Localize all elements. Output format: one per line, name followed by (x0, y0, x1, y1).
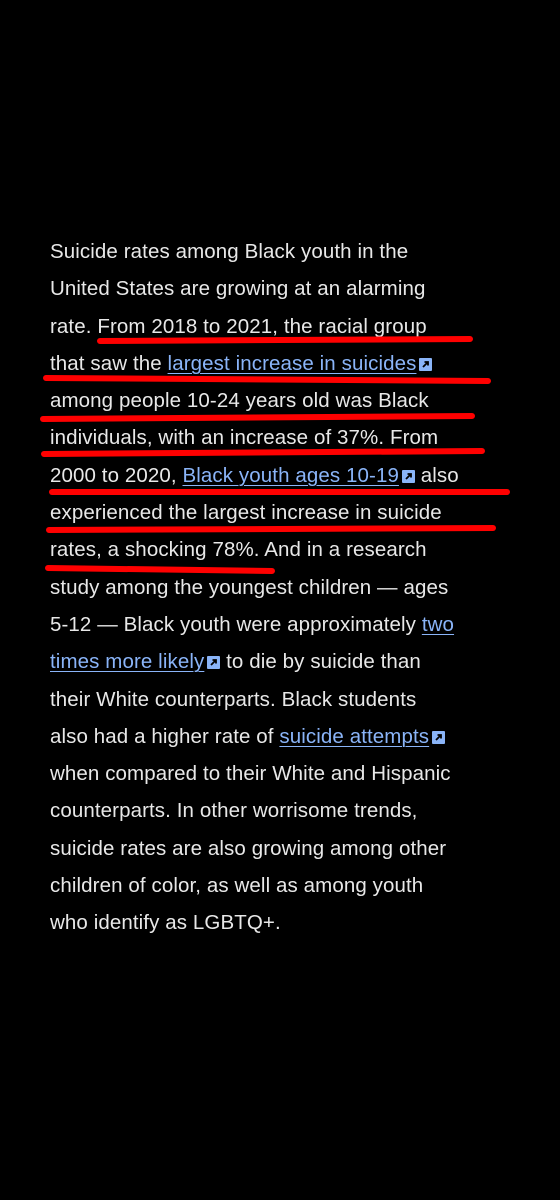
link-largest-increase-in-suicides[interactable]: largest increase in suicides (167, 351, 417, 375)
text-line: that saw the largest increase in suicides (50, 345, 520, 382)
article-paragraph (50, 233, 520, 942)
text-line: suicide rates are also growing among other (50, 836, 447, 860)
text-line: 5-12 — Black youth were approximately two (50, 612, 455, 636)
text-line: individuals, with an increase of 37%. From (50, 426, 439, 450)
link-black-youth-ages-10-19[interactable]: Black youth ages 10-19 (182, 463, 399, 487)
link-two-times-more-likely[interactable]: two (421, 612, 455, 636)
text-line: 2000 to 2020, Black youth ages 10-19 also (50, 463, 459, 487)
text-line: rate. From 2018 to 2021, the racial group (50, 314, 427, 338)
text-line: among people 10-24 years old was Black (50, 389, 429, 413)
external-link-icon[interactable] (402, 470, 415, 483)
text-line: study among the youngest children — ages (50, 575, 449, 599)
external-link-icon[interactable] (207, 656, 220, 669)
text-line: United States are growing at an alarming (50, 277, 426, 301)
text-line: who identify as LGBTQ+. (50, 911, 281, 935)
text-line: times more likely to die by suicide than (50, 650, 421, 674)
text-line: also had a higher rate of suicide attempts (50, 718, 520, 755)
external-link-icon[interactable] (432, 731, 445, 744)
external-link-icon[interactable] (419, 358, 432, 371)
text-line: children of color, as well as among youth (50, 874, 424, 898)
link-two-times-more-likely[interactable]: times more likely (50, 650, 205, 674)
link-suicide-attempts[interactable]: suicide attempts (279, 724, 430, 748)
text-line: rates, a shocking 78%. And in a research (50, 538, 427, 562)
text-line: their White counterparts. Black students (50, 687, 417, 711)
text-line: Suicide rates among Black youth in the (50, 240, 409, 263)
text-line: when compared to their White and Hispanic (50, 762, 451, 786)
text-line: experienced the largest increase in suicide (50, 501, 442, 525)
text-line: counterparts. In other worrisome trends, (50, 799, 418, 823)
